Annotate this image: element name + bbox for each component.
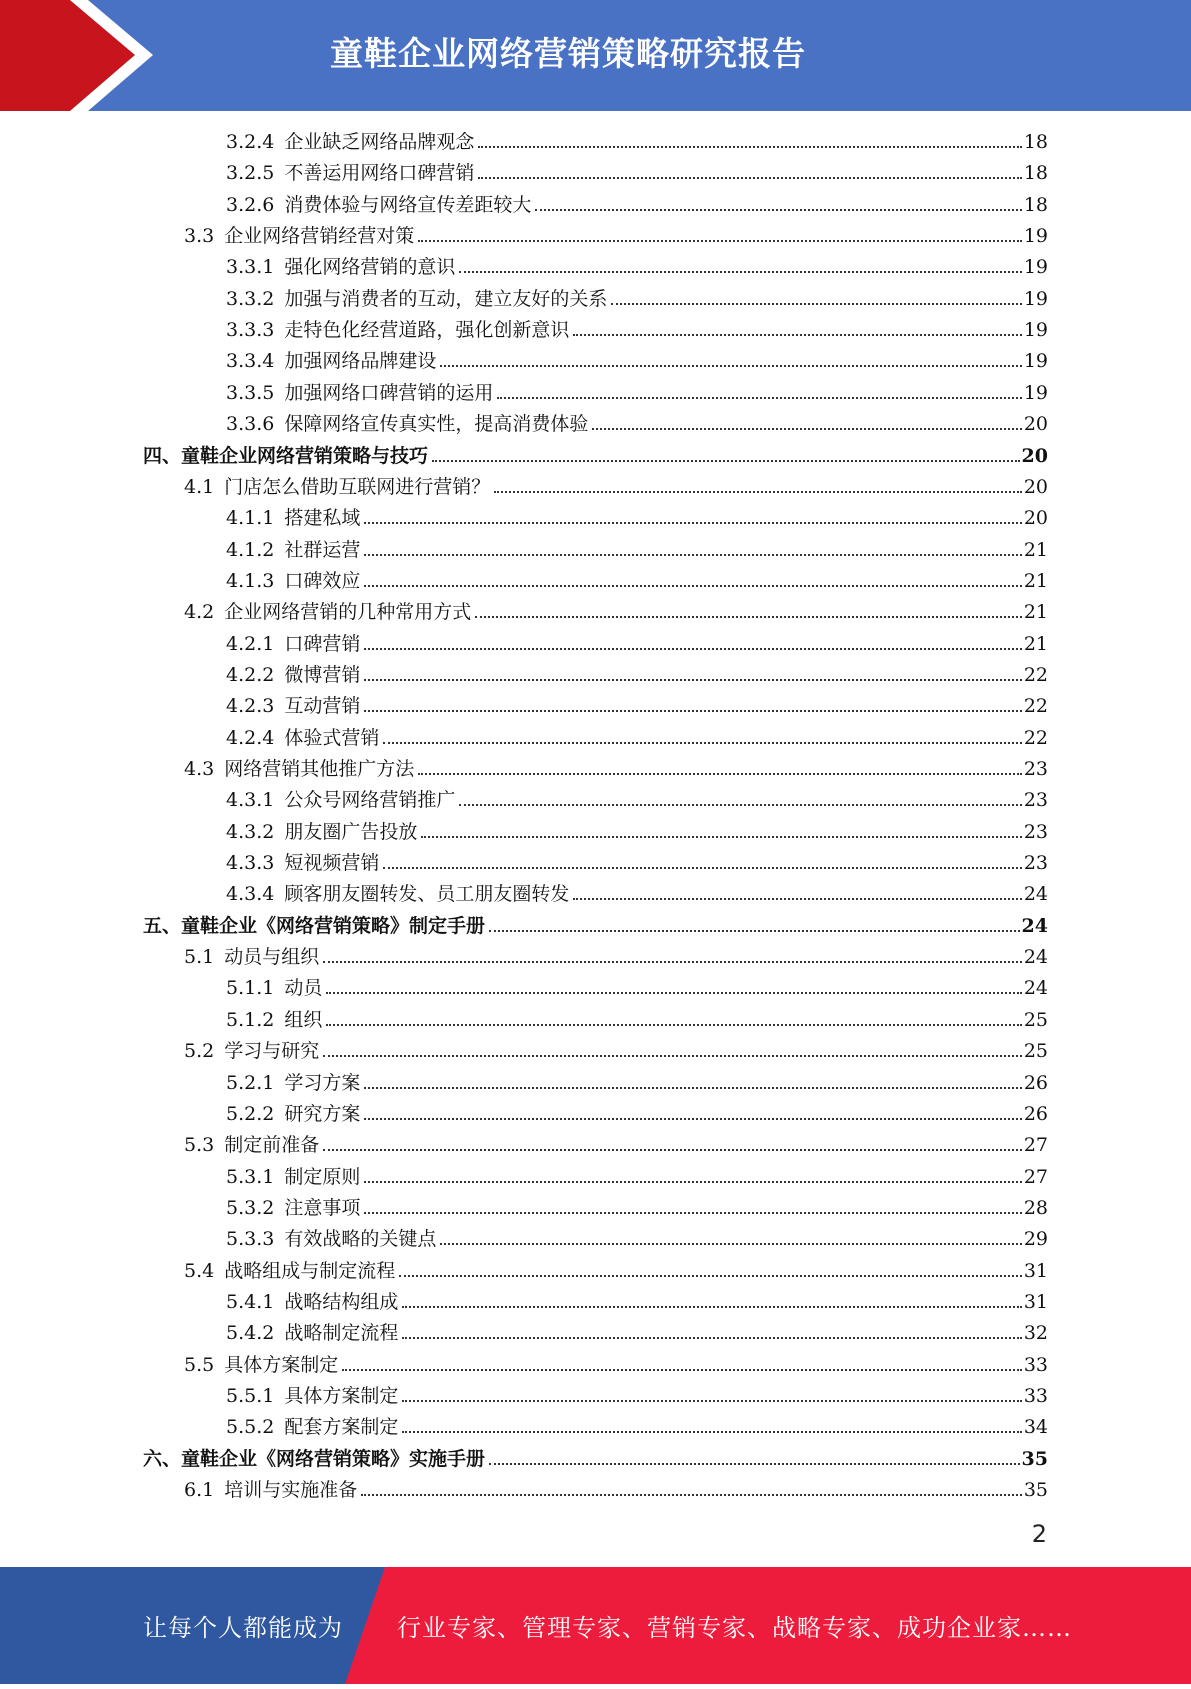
toc-entry-page: 22 — [1023, 663, 1048, 686]
toc-entry-page: 19 — [1023, 225, 1048, 248]
toc-dot-leader — [323, 1055, 1022, 1057]
toc-dot-leader — [421, 836, 1021, 838]
toc-dot-leader — [573, 334, 1021, 336]
toc-dot-leader — [592, 428, 1021, 430]
toc-dot-leader — [364, 648, 1021, 650]
toc-entry[interactable] — [184, 1475, 1048, 1506]
toc-dot-leader — [478, 177, 1021, 179]
toc-entry-title: 社群运营 — [284, 538, 361, 561]
toc-entry[interactable] — [226, 566, 1048, 597]
toc-entry-page: 21 — [1023, 632, 1048, 655]
toc-dot-leader — [573, 898, 1021, 900]
toc-entry-title: 战略结构组成 — [284, 1290, 399, 1313]
toc-dot-leader — [364, 679, 1021, 681]
toc-entry[interactable] — [184, 472, 1048, 503]
toc-entry-page: 18 — [1023, 162, 1048, 185]
toc-entry-page: 24 — [1023, 883, 1048, 906]
toc-dot-leader — [383, 742, 1021, 744]
toc-dot-leader — [364, 554, 1021, 556]
toc-entry-title: 消费体验与网络宣传差距较大 — [284, 193, 532, 216]
toc-entry-number: 5.5.2 — [226, 1416, 275, 1439]
toc-entry-number: 3.2.6 — [226, 193, 275, 216]
toc-entry-title: 制定原则 — [284, 1165, 361, 1188]
toc-entry-number: 5.4 — [184, 1259, 215, 1282]
toc-entry-number: 四、 — [143, 444, 182, 467]
toc-entry-title: 短视频营销 — [284, 852, 380, 875]
toc-entry-title: 有效战略的关键点 — [284, 1228, 437, 1251]
toc-entry-title: 保障网络宣传真实性，提高消费体验 — [284, 413, 589, 436]
toc-entry[interactable] — [226, 660, 1048, 691]
toc-entry-page: 21 — [1023, 601, 1048, 624]
toc-entry-title: 公众号网络营销推广 — [284, 789, 456, 812]
toc-entry-number: 5.1.1 — [226, 977, 275, 1000]
toc-entry-page: 33 — [1023, 1353, 1048, 1376]
toc-entry[interactable] — [184, 1036, 1048, 1067]
toc-entry[interactable] — [226, 1099, 1048, 1130]
toc-entry-number: 5.3 — [184, 1134, 215, 1157]
toc-entry-title: 童鞋企业网络营销策略与技巧 — [181, 444, 429, 467]
toc-entry[interactable] — [184, 597, 1048, 628]
toc-dot-leader — [364, 522, 1021, 524]
toc-entry-page: 20 — [1023, 507, 1048, 530]
toc-dot-leader — [383, 867, 1021, 869]
toc-entry-page: 34 — [1023, 1416, 1048, 1439]
toc-entry-page: 20 — [1021, 444, 1048, 467]
toc-entry-page: 25 — [1023, 1040, 1048, 1063]
toc-entry-title: 研究方案 — [284, 1102, 361, 1125]
toc-entry-number: 3.3.3 — [226, 319, 275, 342]
toc-entry-number: 4.1 — [184, 475, 215, 498]
toc-entry-title: 配套方案制定 — [284, 1416, 399, 1439]
toc-entry[interactable] — [226, 785, 1048, 816]
toc-entry[interactable] — [226, 848, 1048, 879]
toc-entry-title: 强化网络营销的意识 — [284, 256, 456, 279]
toc-entry-page: 19 — [1023, 256, 1048, 279]
toc-entry-number: 4.1.2 — [226, 538, 275, 561]
toc-dot-leader — [535, 209, 1021, 211]
toc-entry[interactable] — [184, 1350, 1048, 1381]
toc-entry-page: 27 — [1023, 1134, 1048, 1157]
toc-entry[interactable] — [226, 127, 1048, 158]
header-chevron-decoration — [0, 0, 170, 111]
toc-entry-page: 22 — [1023, 695, 1048, 718]
toc-entry[interactable] — [226, 1005, 1048, 1036]
toc-entry-number: 3.3.4 — [226, 350, 275, 373]
toc-entry-title: 具体方案制定 — [224, 1353, 339, 1376]
toc-entry-number: 5.2 — [184, 1040, 215, 1063]
toc-entry-title: 动员与组织 — [224, 946, 320, 969]
toc-entry[interactable] — [226, 879, 1048, 910]
toc-entry[interactable] — [226, 691, 1048, 722]
toc-entry-number: 4.2 — [184, 601, 215, 624]
toc-entry-page: 24 — [1021, 914, 1048, 937]
toc-entry-page: 33 — [1023, 1385, 1048, 1407]
toc-entry-title: 学习与研究 — [224, 1040, 320, 1063]
toc-entry-title: 微博营销 — [284, 663, 361, 686]
toc-dot-leader — [611, 303, 1021, 305]
toc-entry-number: 5.1.2 — [226, 1008, 275, 1031]
toc-entry-number: 4.3 — [184, 758, 215, 780]
toc-dot-leader — [459, 804, 1021, 806]
toc-entry-number: 5.3.3 — [226, 1228, 275, 1251]
toc-entry[interactable] — [226, 315, 1048, 346]
toc-dot-leader — [326, 1024, 1021, 1026]
toc-entry-number: 5.2.2 — [226, 1102, 275, 1125]
toc-dot-leader — [402, 1400, 1021, 1402]
footer-slogan-right: 行业专家、管理专家、营销专家、战略专家、成功企业家…… — [397, 1614, 1072, 1642]
toc-entry-page: 23 — [1023, 820, 1048, 843]
toc-entry-number: 3.3 — [184, 225, 215, 248]
toc-entry-number: 4.1.3 — [226, 569, 275, 592]
toc-entry-title: 战略组成与制定流程 — [224, 1259, 396, 1282]
toc-entry[interactable] — [226, 817, 1048, 848]
toc-entry-page: 19 — [1023, 350, 1048, 373]
toc-dot-leader — [323, 961, 1022, 963]
toc-entry[interactable] — [184, 754, 1048, 785]
toc-entry-title: 企业网络营销经营对策 — [224, 225, 415, 248]
toc-entry-number: 4.3.2 — [226, 820, 275, 843]
toc-entry-title: 网络营销其他推广方法 — [224, 758, 415, 780]
toc-entry-number: 4.3.1 — [226, 789, 275, 812]
toc-dot-leader — [326, 992, 1021, 994]
toc-entry-page: 20 — [1023, 475, 1048, 498]
toc-dot-leader — [361, 1494, 1022, 1496]
toc-entry[interactable] — [226, 409, 1048, 440]
toc-entry-number: 4.2.2 — [226, 663, 275, 686]
toc-dot-leader — [432, 460, 1020, 462]
toc-entry-number: 4.2.4 — [226, 726, 275, 749]
toc-entry-number: 5.1 — [184, 946, 215, 969]
toc-dot-leader — [494, 491, 1022, 493]
toc-entry-page: 25 — [1023, 1008, 1048, 1031]
toc-entry-page: 35 — [1023, 1479, 1048, 1502]
toc-entry[interactable] — [184, 221, 1048, 252]
toc-entry[interactable] — [226, 1068, 1048, 1099]
toc-entry-page: 19 — [1023, 319, 1048, 342]
toc-entry-number: 5.4.1 — [226, 1290, 275, 1313]
toc-entry-page: 35 — [1021, 1447, 1048, 1470]
toc-entry-page: 21 — [1023, 569, 1048, 592]
toc-entry-page: 28 — [1023, 1196, 1048, 1219]
toc-entry-title: 注意事项 — [284, 1196, 361, 1219]
toc-entry-number: 5.3.2 — [226, 1196, 275, 1219]
toc-dot-leader — [497, 397, 1021, 399]
toc-entry[interactable] — [226, 723, 1048, 754]
toc-entry-title: 战略制定流程 — [284, 1322, 399, 1345]
toc-entry-title: 口碑效应 — [284, 569, 361, 592]
toc-entry-page: 19 — [1023, 287, 1048, 310]
toc-entry-title: 企业网络营销的几种常用方式 — [224, 601, 472, 624]
toc-entry[interactable] — [143, 441, 1048, 472]
toc-entry[interactable] — [226, 503, 1048, 534]
toc-entry-title: 童鞋企业《网络营销策略》实施手册 — [181, 1447, 486, 1470]
toc-entry-number: 5.4.2 — [226, 1322, 275, 1345]
toc-entry-page: 27 — [1023, 1165, 1048, 1188]
toc-entry-page: 24 — [1023, 977, 1048, 1000]
toc-entry-title: 制定前准备 — [224, 1134, 320, 1157]
page-header — [0, 0, 1191, 111]
toc-entry-page: 22 — [1023, 726, 1048, 749]
toc-entry-page: 23 — [1023, 852, 1048, 875]
toc-dot-leader — [418, 240, 1022, 242]
toc-entry-number: 3.2.5 — [226, 162, 275, 185]
toc-entry-number: 五、 — [143, 914, 182, 937]
toc-entry[interactable] — [226, 1287, 1048, 1318]
toc-entry-number: 5.2.1 — [226, 1071, 275, 1094]
toc-entry-page: 19 — [1023, 381, 1048, 404]
toc-entry-number: 3.2.4 — [226, 131, 275, 153]
toc-entry[interactable] — [226, 1318, 1048, 1349]
toc-entry-page: 18 — [1023, 131, 1048, 153]
toc-entry-page: 32 — [1023, 1322, 1048, 1345]
toc-dot-leader — [364, 1087, 1021, 1089]
toc-entry-number: 4.3.3 — [226, 852, 275, 875]
toc-dot-leader — [440, 1243, 1021, 1245]
toc-entry[interactable] — [226, 190, 1048, 221]
toc-entry-number: 5.3.1 — [226, 1165, 275, 1188]
toc-dot-leader — [402, 1306, 1021, 1308]
toc-entry-page: 20 — [1023, 413, 1048, 436]
toc-entry-title: 加强网络品牌建设 — [284, 350, 437, 373]
toc-dot-leader — [402, 1337, 1021, 1339]
toc-dot-leader — [489, 1463, 1020, 1465]
toc-entry-title: 顾客朋友圈转发、员工朋友圈转发 — [284, 883, 570, 906]
toc-entry-page: 29 — [1023, 1228, 1048, 1251]
toc-dot-leader — [489, 930, 1020, 932]
toc-entry-title: 企业缺乏网络品牌观念 — [284, 131, 475, 153]
toc-dot-leader — [342, 1369, 1022, 1371]
toc-entry[interactable] — [143, 911, 1048, 942]
toc-entry[interactable] — [226, 973, 1048, 1004]
toc-dot-leader — [418, 773, 1022, 775]
toc-dot-leader — [402, 1431, 1021, 1433]
toc-entry-title: 搭建私域 — [284, 507, 361, 530]
toc-entry-page: 23 — [1023, 758, 1048, 780]
toc-entry[interactable] — [226, 252, 1048, 283]
toc-entry-number: 3.3.1 — [226, 256, 275, 279]
toc-entry[interactable] — [226, 1162, 1048, 1193]
toc-dot-leader — [364, 710, 1021, 712]
toc-entry-number: 3.3.6 — [226, 413, 275, 436]
toc-entry-page: 31 — [1023, 1259, 1048, 1282]
toc-entry-page: 23 — [1023, 789, 1048, 812]
toc-entry-number: 3.3.5 — [226, 381, 275, 404]
toc-entry-title: 加强网络口碑营销的运用 — [284, 381, 494, 404]
footer-slogan-left: 让每个人都能成为 — [143, 1614, 343, 1642]
toc-entry-page: 21 — [1023, 538, 1048, 561]
toc-entry-number: 4.2.1 — [226, 632, 275, 655]
toc-entry-number: 6.1 — [184, 1479, 215, 1502]
toc-entry[interactable] — [184, 942, 1048, 973]
toc-dot-leader — [475, 616, 1022, 618]
toc-entry-number: 4.1.1 — [226, 507, 275, 530]
toc-entry-title: 体验式营销 — [284, 726, 380, 749]
toc-entry[interactable] — [184, 1256, 1048, 1287]
toc-dot-leader — [364, 1118, 1021, 1120]
toc-entry-title: 走特色化经营道路，强化创新意识 — [284, 319, 570, 342]
toc-entry[interactable] — [226, 284, 1048, 315]
toc-entry[interactable] — [143, 1444, 1048, 1475]
toc-entry[interactable] — [226, 535, 1048, 566]
toc-entry[interactable] — [226, 1193, 1048, 1224]
toc-entry-title: 动员 — [284, 977, 323, 1000]
toc-entry[interactable] — [226, 629, 1048, 660]
toc-dot-leader — [364, 585, 1021, 587]
toc-entry-title: 门店怎么借助互联网进行营销？ — [224, 475, 491, 498]
toc-entry-title: 具体方案制定 — [284, 1385, 399, 1407]
toc-entry-title: 学习方案 — [284, 1071, 361, 1094]
toc-entry-title: 加强与消费者的互动，建立友好的关系 — [284, 287, 608, 310]
toc-entry-page: 26 — [1023, 1102, 1048, 1125]
toc-entry-title: 组织 — [284, 1008, 323, 1031]
toc-entry-page: 24 — [1023, 946, 1048, 969]
toc-entry-title: 口碑营销 — [284, 632, 361, 655]
page-footer — [0, 1567, 1191, 1684]
toc-entry-title: 朋友圈广告投放 — [284, 820, 418, 843]
toc-entry[interactable] — [226, 1224, 1048, 1255]
toc-entry[interactable] — [184, 1130, 1048, 1161]
header-title: 童鞋企业网络营销策略研究报告 — [330, 34, 806, 73]
toc-entry-title: 童鞋企业《网络营销策略》制定手册 — [181, 914, 486, 937]
toc-entry-number: 3.3.2 — [226, 287, 275, 310]
toc-dot-leader — [364, 1181, 1021, 1183]
toc-entry-page: 31 — [1023, 1290, 1048, 1313]
toc-dot-leader — [323, 1149, 1022, 1151]
toc-entry[interactable] — [226, 1381, 1048, 1412]
toc-entry-title: 不善运用网络口碑营销 — [284, 162, 475, 185]
toc-entry-number: 六、 — [143, 1447, 182, 1470]
toc-entry-page: 18 — [1023, 193, 1048, 216]
toc-entry-number: 4.2.3 — [226, 695, 275, 718]
toc-dot-leader — [459, 271, 1021, 273]
page-number: 2 — [1031, 1520, 1047, 1548]
toc-entry[interactable] — [226, 1412, 1048, 1443]
toc-entry[interactable] — [226, 158, 1048, 189]
toc-entry-number: 5.5 — [184, 1353, 215, 1376]
toc-entry-number: 4.3.4 — [226, 883, 275, 906]
toc-dot-leader — [440, 365, 1021, 367]
toc-dot-leader — [478, 146, 1021, 148]
toc-entry[interactable] — [226, 378, 1048, 409]
toc-dot-leader — [364, 1212, 1021, 1214]
toc-dot-leader — [399, 1275, 1022, 1277]
toc-entry-page: 26 — [1023, 1071, 1048, 1094]
toc-entry[interactable] — [226, 346, 1048, 377]
toc-entry-title: 培训与实施准备 — [224, 1479, 358, 1502]
toc-entry-number: 5.5.1 — [226, 1385, 275, 1407]
toc-entry-title: 互动营销 — [284, 695, 361, 718]
